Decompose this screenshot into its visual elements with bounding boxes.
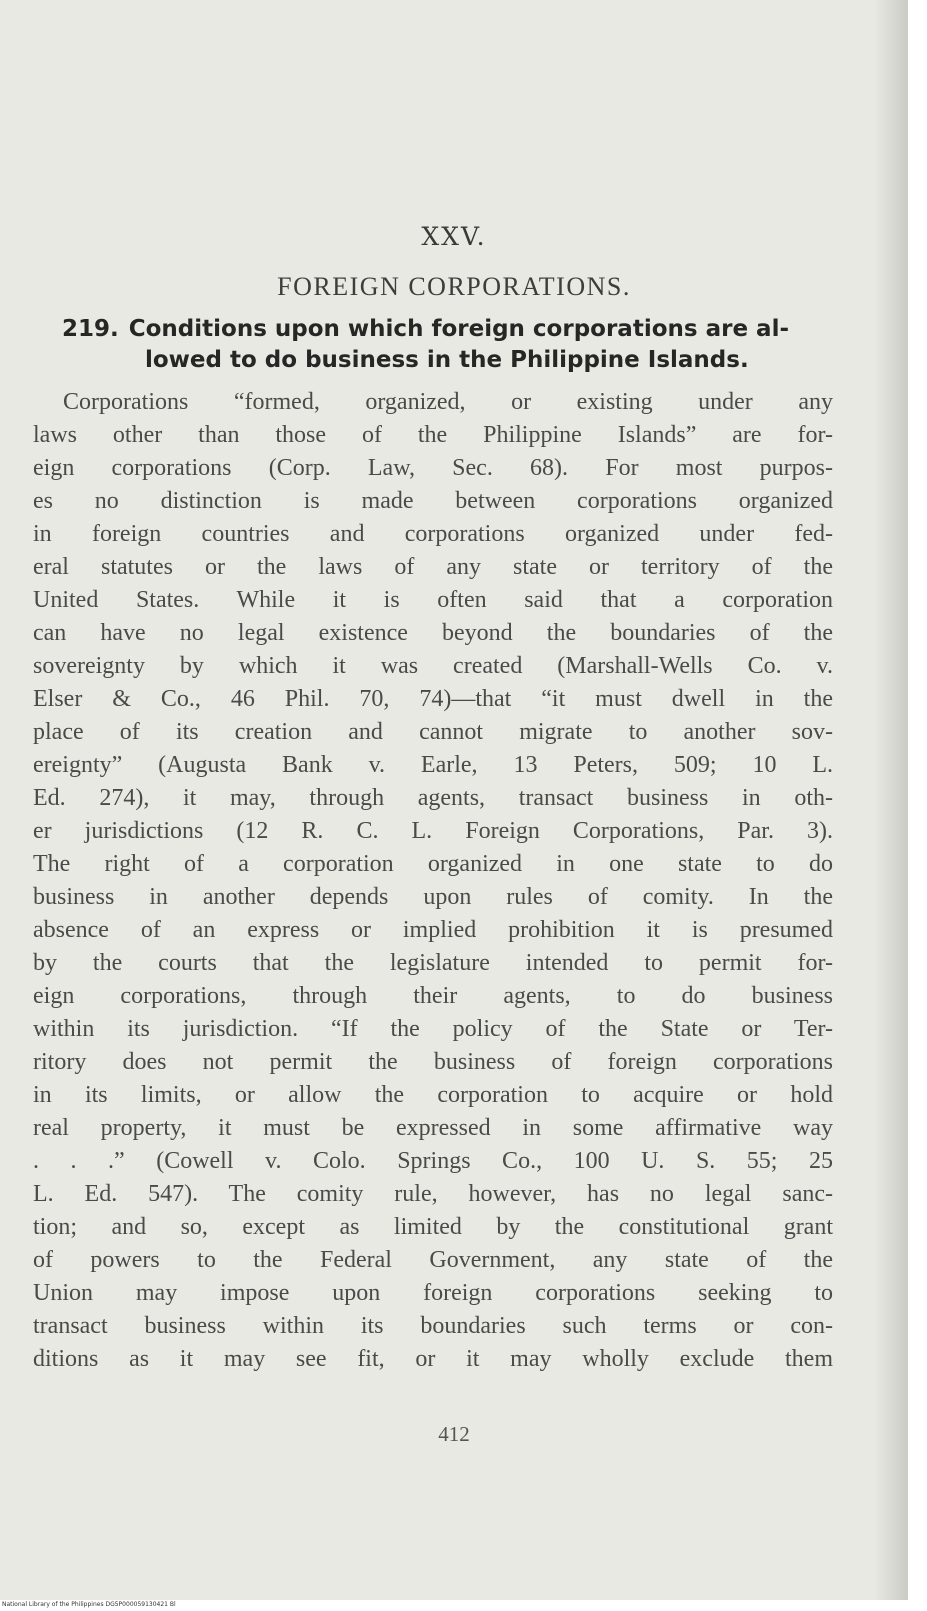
body-line: ereignty” (Augusta Bank v. Earle, 13 Peters, 509; 10 L. — [33, 752, 833, 778]
scan-credit: National Library of the Philippines DG5P000059130421 Bl — [2, 1601, 176, 1608]
body-line: The right of a corporation organized in one state to do — [33, 851, 833, 877]
body-line: laws other than those of the Philippine Islands” are for- — [33, 422, 833, 448]
body-line: eign corporations (Corp. Law, Sec. 68). For most purpos- — [33, 455, 833, 481]
body-line: ritory does not permit the business of foreign corporations — [33, 1049, 833, 1075]
body-line: eral statutes or the laws of any state or territory of the — [33, 554, 833, 580]
section-number: 219. — [62, 316, 119, 342]
section-heading-line-2: lowed to do business in the Philippine Islands. — [145, 347, 749, 373]
body-line: in foreign countries and corporations organized under fed- — [33, 521, 833, 547]
body-line: within its jurisdiction. “If the policy of the State or Ter- — [33, 1016, 833, 1042]
body-line: real property, it must be expressed in some affirmative way — [33, 1115, 833, 1141]
body-line: by the courts that the legislature intended to permit for- — [33, 950, 833, 976]
body-line: business in another depends upon rules of comity. In the — [33, 884, 833, 910]
body-line: Union may impose upon foreign corporations seeking to — [33, 1280, 833, 1306]
body-line: can have no legal existence beyond the boundaries of the — [33, 620, 833, 646]
body-line: er jurisdictions (12 R. C. L. Foreign Corporations, Par. 3). — [33, 818, 833, 844]
body-line: Elser & Co., 46 Phil. 70, 74)—that “it must dwell in the — [33, 686, 833, 712]
body-line: es no distinction is made between corporations organized — [33, 488, 833, 514]
section-heading-line-1 — [62, 314, 834, 345]
body-line: in its limits, or allow the corporation to acquire or hold — [33, 1082, 833, 1108]
body-line: tion; and so, except as limited by the constitutional grant — [33, 1214, 833, 1240]
chapter-number: XXV. — [421, 222, 487, 251]
section-heading-text-1: Conditions upon which foreign corporations are al- — [128, 316, 790, 342]
body-line: of powers to the Federal Government, any state of the — [33, 1247, 833, 1273]
chapter-title: FOREIGN CORPORATIONS. — [277, 272, 631, 301]
body-line: transact business within its boundaries such terms or con- — [33, 1313, 833, 1339]
body-line: place of its creation and cannot migrate to another sov- — [33, 719, 833, 745]
body-line: sovereignty by which it was created (Marshall-Wells Co. v. — [33, 653, 833, 679]
body-paragraph — [33, 386, 833, 1376]
body-line: ditions as it may see fit, or it may wholly exclude them — [33, 1346, 833, 1372]
page-number: 412 — [438, 1422, 470, 1446]
body-line: L. Ed. 547). The comity rule, however, has no legal sanc- — [33, 1181, 833, 1207]
body-line: Ed. 274), it may, through agents, transact business in oth- — [33, 785, 833, 811]
body-line: United States. While it is often said that a corporation — [33, 587, 833, 613]
body-line: Corporations “formed, organized, or existing under any — [63, 389, 833, 415]
body-line: . . .” (Cowell v. Colo. Springs Co., 100 U. S. 55; 25 — [33, 1148, 833, 1174]
body-line: absence of an express or implied prohibition it is presumed — [33, 917, 833, 943]
body-line: eign corporations, through their agents, to do business — [33, 983, 833, 1009]
section-heading — [62, 314, 834, 376]
